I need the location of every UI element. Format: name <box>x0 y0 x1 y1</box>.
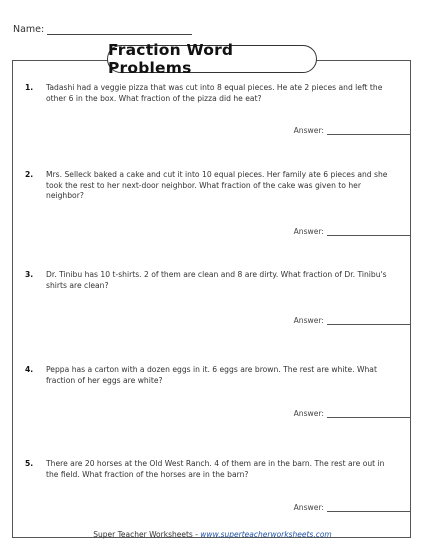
footer-brand: Super Teacher Worksheets <box>93 530 193 539</box>
problem-1 <box>25 83 395 104</box>
problem-number: 3. <box>25 270 34 279</box>
problem-number: 4. <box>25 365 34 374</box>
answer-label: Answer: <box>293 227 324 236</box>
name-label: Name: <box>13 24 45 35</box>
problem-5 <box>25 459 395 480</box>
problem-2 <box>25 170 395 202</box>
footer-separator: - <box>192 530 201 539</box>
answer-line-3[interactable] <box>327 316 411 325</box>
answer-label: Answer: <box>293 409 324 418</box>
answer-label: Answer: <box>293 503 324 512</box>
answer-1 <box>294 126 411 135</box>
problem-number: 5. <box>25 459 34 468</box>
name-field <box>13 24 192 35</box>
answer-line-4[interactable] <box>327 409 411 418</box>
problem-text: Tadashi had a veggie pizza that was cut into 8 equal pieces. He ate 2 pieces and left the other 6 in the box. What fraction of the pizza did he eat? <box>46 83 383 103</box>
footer-url-link[interactable]: www.superteacherworksheets.com <box>200 530 332 539</box>
answer-3 <box>294 316 411 325</box>
problem-number: 2. <box>25 170 34 179</box>
answer-label: Answer: <box>293 316 324 325</box>
problem-text: Mrs. Selleck baked a cake and cut it into 10 equal pieces. Her family ate 6 pieces and she took the rest to her next-door neighbor. What fraction of the cake was given to her neighbor? <box>46 170 388 200</box>
answer-line-5[interactable] <box>327 503 411 512</box>
name-input-line[interactable] <box>47 25 192 35</box>
problem-number: 1. <box>25 83 34 92</box>
problem-4 <box>25 365 395 386</box>
answer-4 <box>294 409 411 418</box>
footer <box>0 530 425 539</box>
problem-text: Dr. Tinibu has 10 t-shirts. 2 of them are clean and 8 are dirty. What fraction of Dr. Tinibu's shirts are clean? <box>46 270 387 290</box>
problem-text: Peppa has a carton with a dozen eggs in it. 6 eggs are brown. The rest are white. What fraction of her eggs are white? <box>46 365 377 385</box>
problem-3 <box>25 270 395 291</box>
answer-5 <box>294 503 411 512</box>
answer-2 <box>294 227 411 236</box>
answer-label: Answer: <box>293 126 324 135</box>
worksheet-title: Fraction Word Problems <box>107 45 317 73</box>
answer-line-1[interactable] <box>327 126 411 135</box>
problem-text: There are 20 horses at the Old West Ranch. 4 of them are in the barn. The rest are out in the field. What fraction of the horses are in the barn? <box>46 459 385 479</box>
answer-line-2[interactable] <box>327 227 411 236</box>
